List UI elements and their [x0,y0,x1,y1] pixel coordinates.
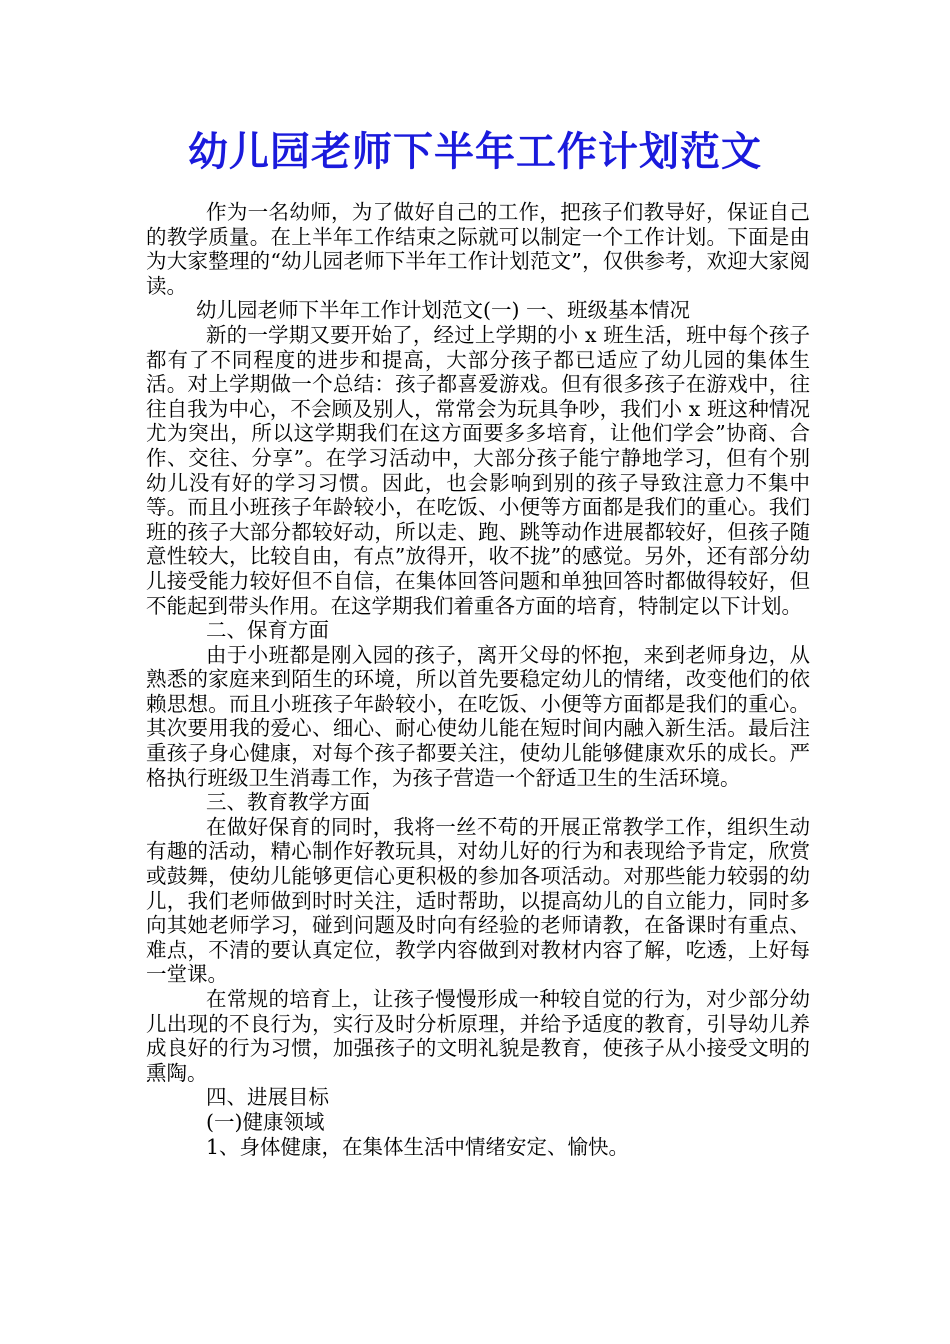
section-heading-care: 二、保育方面 [206,618,329,643]
section-heading-class-info: 幼儿园老师下半年工作计划范文(一) 一、班级基本情况 [196,298,691,323]
health-item-1: 1、身体健康，在集体生活中情绪安定、愉快。 [206,1134,630,1159]
routine-paragraph: 在常规的培育上，让孩子慢慢形成一种较自觉的行为，对少部分幼儿出现的不良行为，实行及时分析原理，并给予适度的教育，引导幼儿养成良好的行为习惯，加强孩子的文明礼貌是教育，使孩子从小接受文明的熏陶。 [146,987,810,1085]
care-paragraph: 由于小班都是刚入园的孩子，离开父母的怀抱，来到老师身边，从熟悉的家庭来到陌生的环境，所以首先要稳定幼儿的情绪，改变他们的依赖思想。而且小班孩子年龄较小，在吃饭、小便等方面都是我们的重心。其次要用我的爱心、细心、耐心使幼儿能在短时间内融入新生活。最后注重孩子身心健康，对每个孩子都要关注，使幼儿能够健康欢乐的成长。严格执行班级卫生消毒工作，为孩子营造一个舒适卫生的生活环境。 [146,642,810,790]
teaching-paragraph: 在做好保育的同时，我将一丝不苟的开展正常教学工作，组织生动有趣的活动，精心制作好教玩具，对幼儿好的行为和表现给予肯定，欣赏或鼓舞，使幼儿能够更信心更积极的参加各项活动。对那些能力较弱的幼儿，我们老师做到时时关注，适时帮助，以提高幼儿的自立能力，同时多向其她老师学习，碰到问题及时向有经验的老师请教，在备课时有重点、难点，不清的要认真定位，教学内容做到对教材内容了解，吃透，上好每一堂课。 [146,814,810,987]
section-heading-goals: 四、进展目标 [206,1085,329,1110]
class-info-paragraph: 新的一学期又要开始了，经过上学期的小 x 班生活，班中每个孩子都有了不同程度的进步和提高，大部分孩子都已适应了幼儿园的集体生活。对上学期做一个总结：孩子都喜爱游戏。但有很多孩子在游戏中，往往自我为中心，不会顾及别人，常常会为玩具争吵，我们小 x 班这种情况尤为突出，所以这学期我们在这方面要多多培育，让他们学会”协商、合作、交往、分享”。在学习活动中，大部分孩子能宁静地学习，但有个别幼儿没有好的学习习惯。因此，也会影响到别的孩子导致注意力不集中等。而且小班孩子年龄较小，在吃饭、小便等方面都是我们的重心。我们班的孩子大部分都较好动，所以走、跑、跳等动作进展都较好，但孩子随意性较大，比较自由，有点”放得开，收不拢”的感觉。另外，还有部分幼儿接受能力较好但不自信，在集体回答问题和单独回答时都做得较好，但不能起到带头作用。在这学期我们着重各方面的培育，特制定以下计划。 [146,322,810,618]
document-title: 幼儿园老师下半年工作计划范文 [188,129,762,175]
subsection-heading-health: (一)健康领域 [206,1109,325,1134]
document-body [146,200,810,1159]
section-heading-teaching: 三、教育教学方面 [206,790,370,815]
intro-paragraph: 作为一名幼师，为了做好自己的工作，把孩子们教导好，保证自己的教学质量。在上半年工作结束之际就可以制定一个工作计划。下面是由为大家整理的“幼儿园老师下半年工作计划范文”，仅供参考，欢迎大家阅读。 [146,200,810,298]
